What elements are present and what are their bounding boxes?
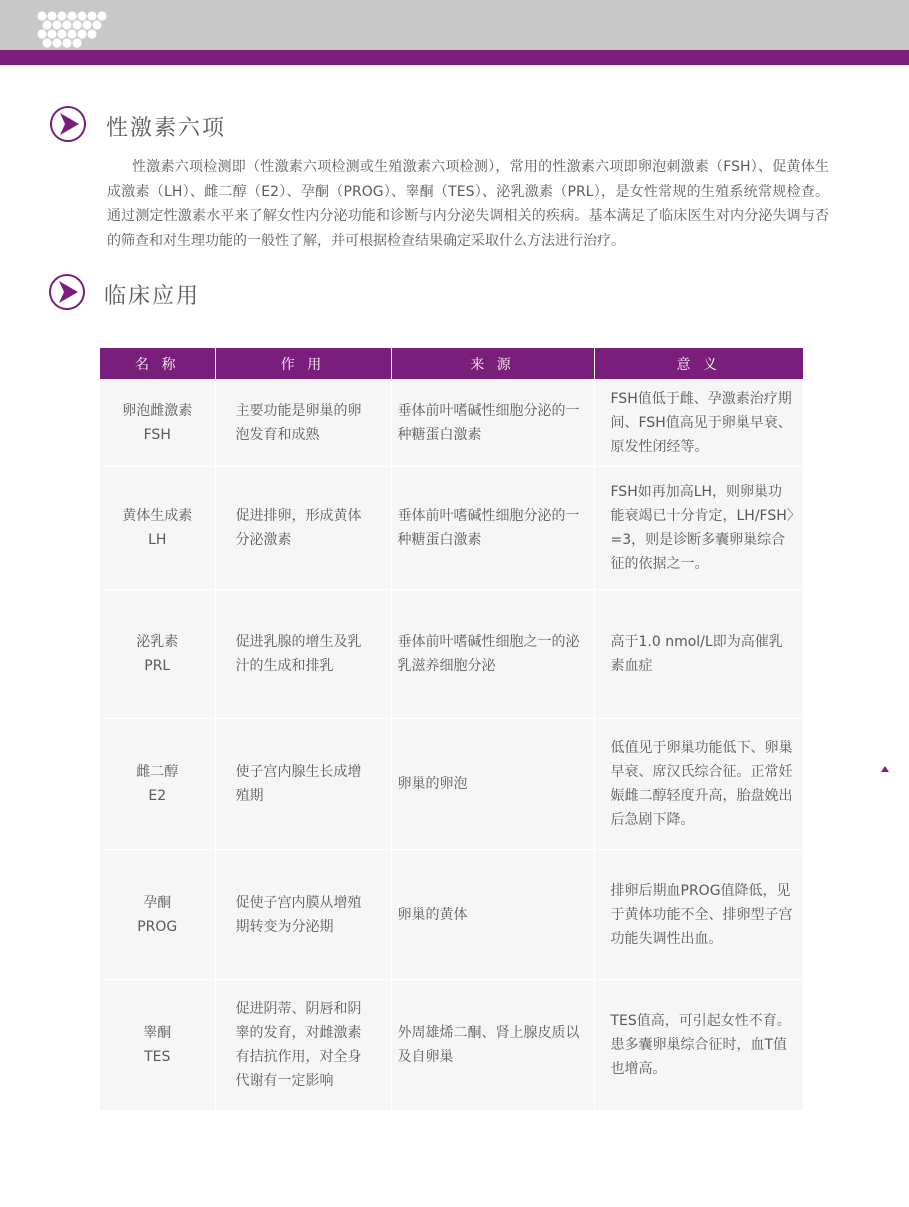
- name-cn: 孕酮: [143, 894, 172, 911]
- cell-effect: 主要功能是卵巢的卵泡发育和成熟: [215, 380, 391, 467]
- cell-source: 垂体前叶嗜碱性细胞分泌的一种糖蛋白激素: [391, 467, 594, 590]
- cell-name: [100, 380, 215, 467]
- header-effect: 作 用: [215, 348, 391, 380]
- cell-meaning: 低值见于卵巢功能低下、卵巢早衰、席汉氏综合征。正常妊娠雌二醇轻度升高，胎盘娩出后急剧下降。: [594, 719, 803, 850]
- cell-meaning: TES值高，可引起女性不育。患多囊卵巢综合征时，血T值也增高。: [594, 980, 803, 1110]
- name-en: E2: [148, 788, 167, 804]
- triangle-marker-icon: [881, 766, 889, 772]
- cell-meaning: FSH如再加高LH，则卵巢功能衰竭已十分肯定，LH/FSH〉=3，则是诊断多囊卵巢综合征的依据之一。: [594, 467, 803, 590]
- header-meaning: 意 义: [594, 348, 803, 380]
- name-cn: 黄体生成素: [122, 508, 193, 524]
- cell-name: [100, 467, 215, 590]
- table-row: [100, 719, 803, 850]
- play-circle-icon: [49, 105, 87, 143]
- cell-name: [100, 980, 215, 1110]
- play-circle-icon: [48, 273, 86, 311]
- table-row: [100, 980, 803, 1110]
- cell-name: [100, 850, 215, 980]
- table-row: [100, 590, 803, 719]
- cell-source: 卵巢的卵泡: [391, 719, 594, 850]
- header-source: 来 源: [391, 348, 594, 380]
- section-title-clinical: 临床应用: [104, 284, 201, 309]
- header-gray-band: [0, 0, 909, 50]
- cell-effect: 促使子宫内膜从增殖期转变为分泌期: [215, 850, 391, 980]
- cell-name: [100, 719, 215, 850]
- name-en: PRL: [144, 658, 171, 674]
- name-en: PROG: [137, 918, 178, 935]
- header-purple-band: [0, 50, 909, 65]
- hexagon-dots-logo: [36, 10, 110, 52]
- name-cn: 睾酮: [143, 1024, 172, 1041]
- cell-meaning: FSH值低于雌、孕激素治疗期间、FSH值高见于卵巢早衰、原发性闭经等。: [594, 380, 803, 467]
- cell-effect: 促进阴蒂、阴唇和阴睾的发育，对雌激素有拮抗作用，对全身代谢有一定影响: [215, 980, 391, 1110]
- cell-source: 垂体前叶嗜碱性细胞分泌的一种糖蛋白激素: [391, 380, 594, 467]
- header-name: 名 称: [100, 348, 215, 380]
- intro-paragraph: 性激素六项检测即（性激素六项检测或生殖激素六项检测），常用的性激素六项即卵泡刺激素（FSH）、促黄体生成激素（LH）、雌二醇（E2）、孕酮（PROG）、睾酮（TES）、泌乳激素（PRL），是女性常规的生殖系统常规检查。通过测定性激素水平来了解女性内分泌功能和诊断与内分泌失调相关的疾病。基本满足了临床医生对内分泌失调与否的筛查和对生理功能的一般性了解，并可根据检查结果确定采取什么方法进行治疗。: [107, 159, 829, 249]
- name-en: FSH: [143, 427, 171, 443]
- cell-effect: 促进乳腺的增生及乳汁的生成和排乳: [215, 590, 391, 719]
- name-cn: 泌乳素: [136, 634, 179, 650]
- name-cn: 雌二醇: [136, 764, 179, 780]
- table-row: [100, 380, 803, 467]
- hormone-table: [100, 348, 803, 1110]
- table-row: [100, 850, 803, 980]
- section-title-hormones: 性激素六项: [106, 116, 227, 141]
- name-en: LH: [148, 532, 167, 548]
- cell-source: 卵巢的黄体: [391, 850, 594, 980]
- cell-source: 垂体前叶嗜碱性细胞之一的泌乳滋养细胞分泌: [391, 590, 594, 719]
- table-row: [100, 467, 803, 590]
- cell-source: 外周雄烯二酮、肾上腺皮质以及自卵巢: [391, 980, 594, 1110]
- cell-meaning: 高于1.0 nmol/L即为高催乳素血症: [594, 590, 803, 719]
- cell-meaning: 排卵后期血PROG值降低，见于黄体功能不全、排卵型子宫功能失调性出血。: [594, 850, 803, 980]
- table-header-row: [100, 348, 803, 380]
- cell-effect: 促进排卵，形成黄体分泌激素: [215, 467, 391, 590]
- cell-effect: 使子宫内腺生长成增殖期: [215, 719, 391, 850]
- name-cn: 卵泡雌激素: [122, 403, 193, 419]
- cell-name: [100, 590, 215, 719]
- name-en: TES: [144, 1048, 171, 1065]
